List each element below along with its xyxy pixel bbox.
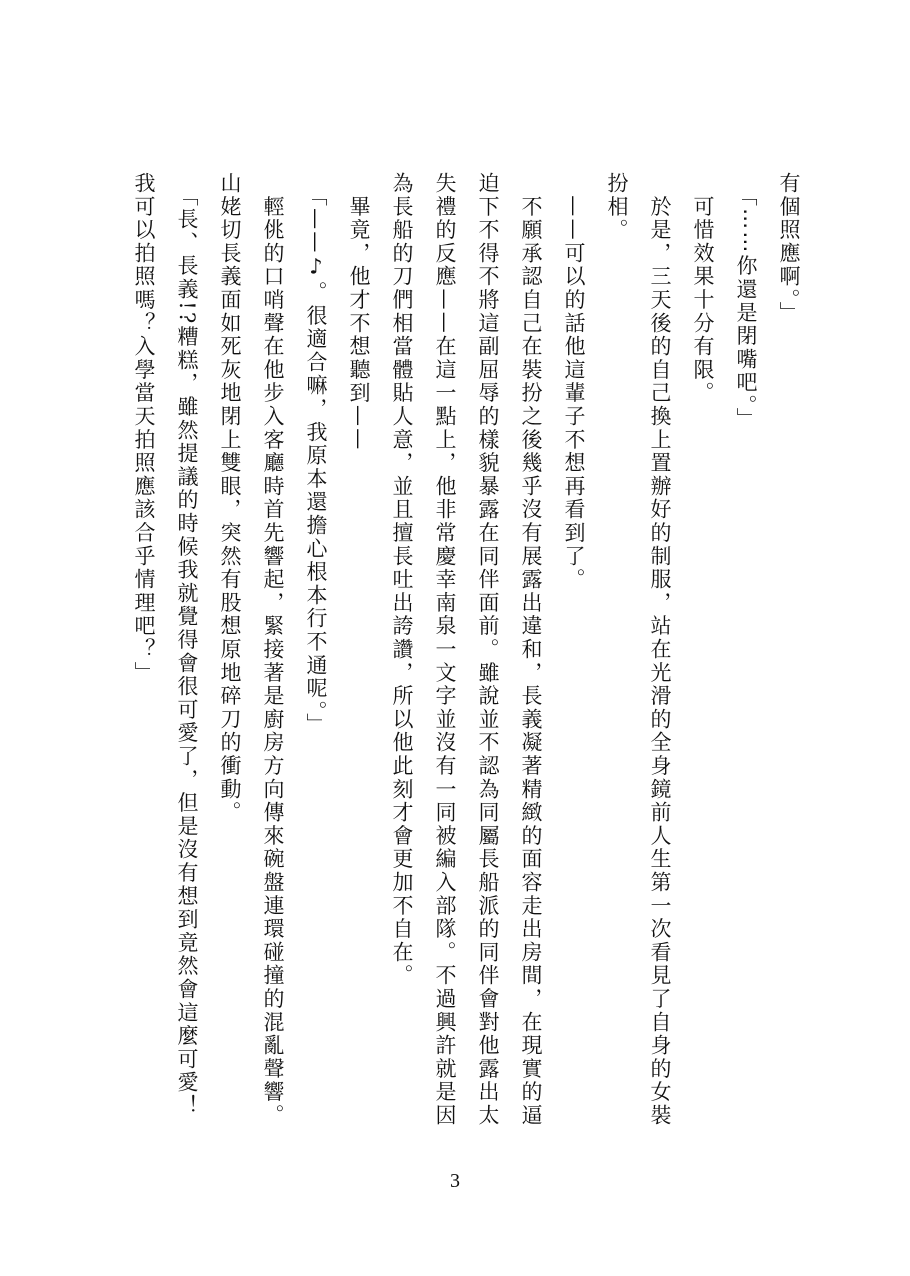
paragraph-5: ——可以的話他這輩子不想再看到了。	[562, 172, 586, 592]
paragraph-6: 不願承認自己在裝扮之後幾乎沒有展露出違和，長義凝著精緻的面容走出房間，在現實的逼迫下不得不將這副屈辱的樣貌暴露在同伴面前。雖說並不認為同屬長船派的同伴會對他露出太失禮的反應——在這一點上，他非常慶幸南泉一文字並沒有一同被編入部隊。不過興許就是因為長船的刀們相當體貼人意，並且擅長吐出誇讚，所以他此刻才會更加不自在。	[390, 172, 543, 1128]
paragraph-7: 畢竟，他才不想聽到——	[347, 172, 371, 452]
text-column-area	[120, 172, 810, 1132]
paragraph-9: 輕佻的口哨聲在他步入客廳時首先響起，緊接著是廚房方向傳來碗盤連環碰撞的混亂聲響。山姥切長義面如死灰地閉上雙眼，突然有股想原地碎刀的衝動。	[218, 172, 285, 1128]
paragraph-4: 於是，三天後的自己換上置辦好的制服，站在光滑的全身鏡前人生第一次看見了自身的女裝扮相。	[605, 172, 672, 1128]
paragraph-10: 「長、長義!?糟糕，雖然提議的時候我就覺得會很可愛了，但是沒有想到竟然會這麼可愛！我可以拍照嗎？入學當天拍照應該合乎情理吧？」	[132, 172, 199, 1118]
page-number: 3	[450, 1170, 460, 1192]
paragraph-1: 有個照應啊。」	[777, 172, 801, 325]
vertical-text-body	[122, 172, 810, 1132]
paragraph-2: 「⋯⋯你還是閉嘴吧。」	[734, 172, 758, 431]
paragraph-3: 可惜效果十分有限。	[691, 172, 715, 405]
paragraph-8: 「——♪。很適合嘛，我原本還擔心根本行不通呢。」	[304, 172, 328, 737]
